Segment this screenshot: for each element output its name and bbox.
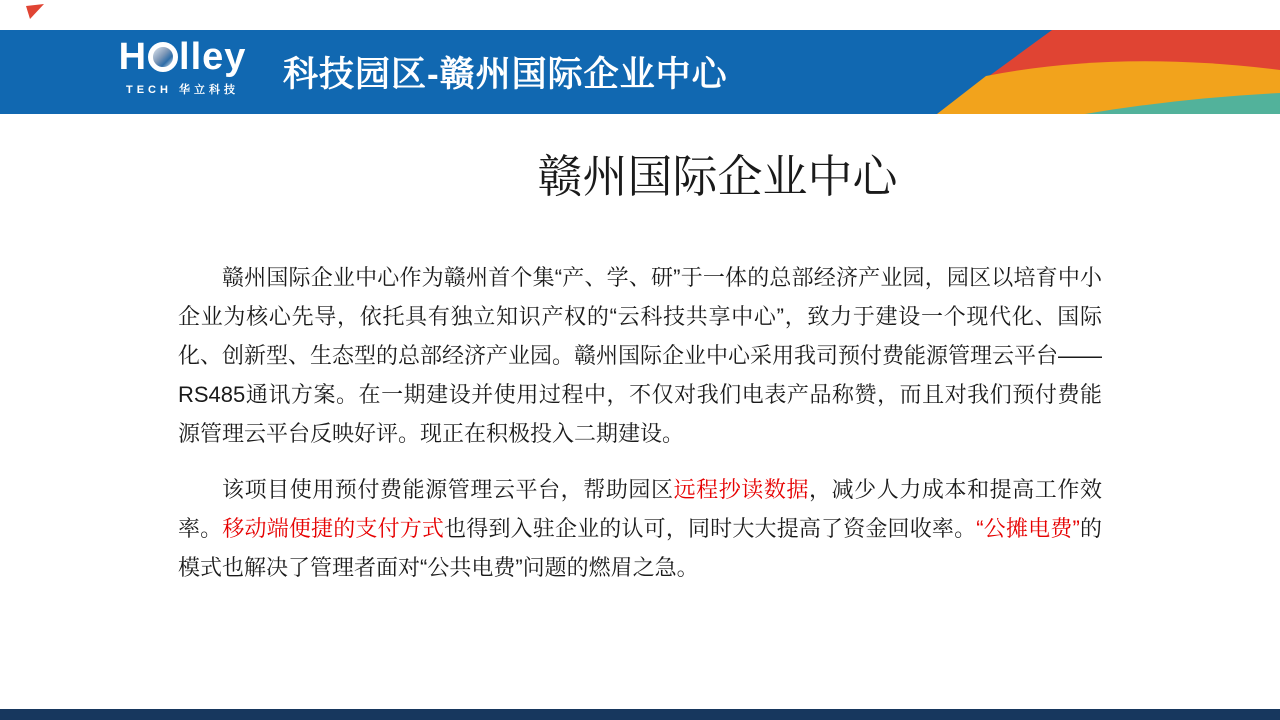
paragraph: [178, 258, 1102, 453]
header-decoration: [880, 30, 1280, 114]
logo-letters-lley: lley: [179, 36, 247, 78]
body-text: [178, 258, 1102, 587]
holley-logo: [100, 37, 265, 107]
text-segment: 的模式也解决了管理者面对“公共电费”问题的燃眉之急。: [178, 516, 1102, 580]
logo-letter-h: H: [118, 36, 148, 78]
paragraph: [178, 470, 1102, 587]
corner-mark-icon: [26, 4, 46, 20]
text-segment: ，减少人力成本和提高工作效率。: [178, 477, 1102, 541]
slide-title: 赣州国际企业中心: [537, 151, 898, 202]
highlighted-text: 远程抄读数据: [673, 477, 810, 502]
footer-bar: [0, 709, 1280, 720]
holley-logo-subtext: TECH 华立科技: [126, 84, 239, 96]
holley-logo-wordmark: [100, 37, 265, 77]
text-segment: 也得到入驻企业的认可，同时大大提高了资金回收率。: [444, 516, 977, 541]
highlighted-text: “公摊电费”: [976, 516, 1080, 541]
text-segment: 赣州国际企业中心作为赣州首个集“产、学、研”于一体的总部经济产业园，园区以培育中小企业为核心先导，依托具有独立知识产权的“云科技共享中心”，致力于建设一个现代化、国际化、创新型、生态型的总部经济产业园。赣州国际企业中心采用我司预付费能源管理云平台——RS485通讯方案。在一期建设并使用过程中，不仅对我们电表产品称赞，而且对我们预付费能源管理云平台反映好评。现正在积极投入二期建设。: [178, 265, 1103, 446]
logo-swirl-o-icon: [148, 42, 178, 72]
header-bar: [0, 30, 1280, 114]
header-title: 科技园区-赣州国际企业中心: [283, 55, 728, 94]
highlighted-text: 移动端便捷的支付方式: [222, 516, 445, 541]
text-segment: 该项目使用预付费能源管理云平台，帮助园区: [222, 477, 674, 502]
